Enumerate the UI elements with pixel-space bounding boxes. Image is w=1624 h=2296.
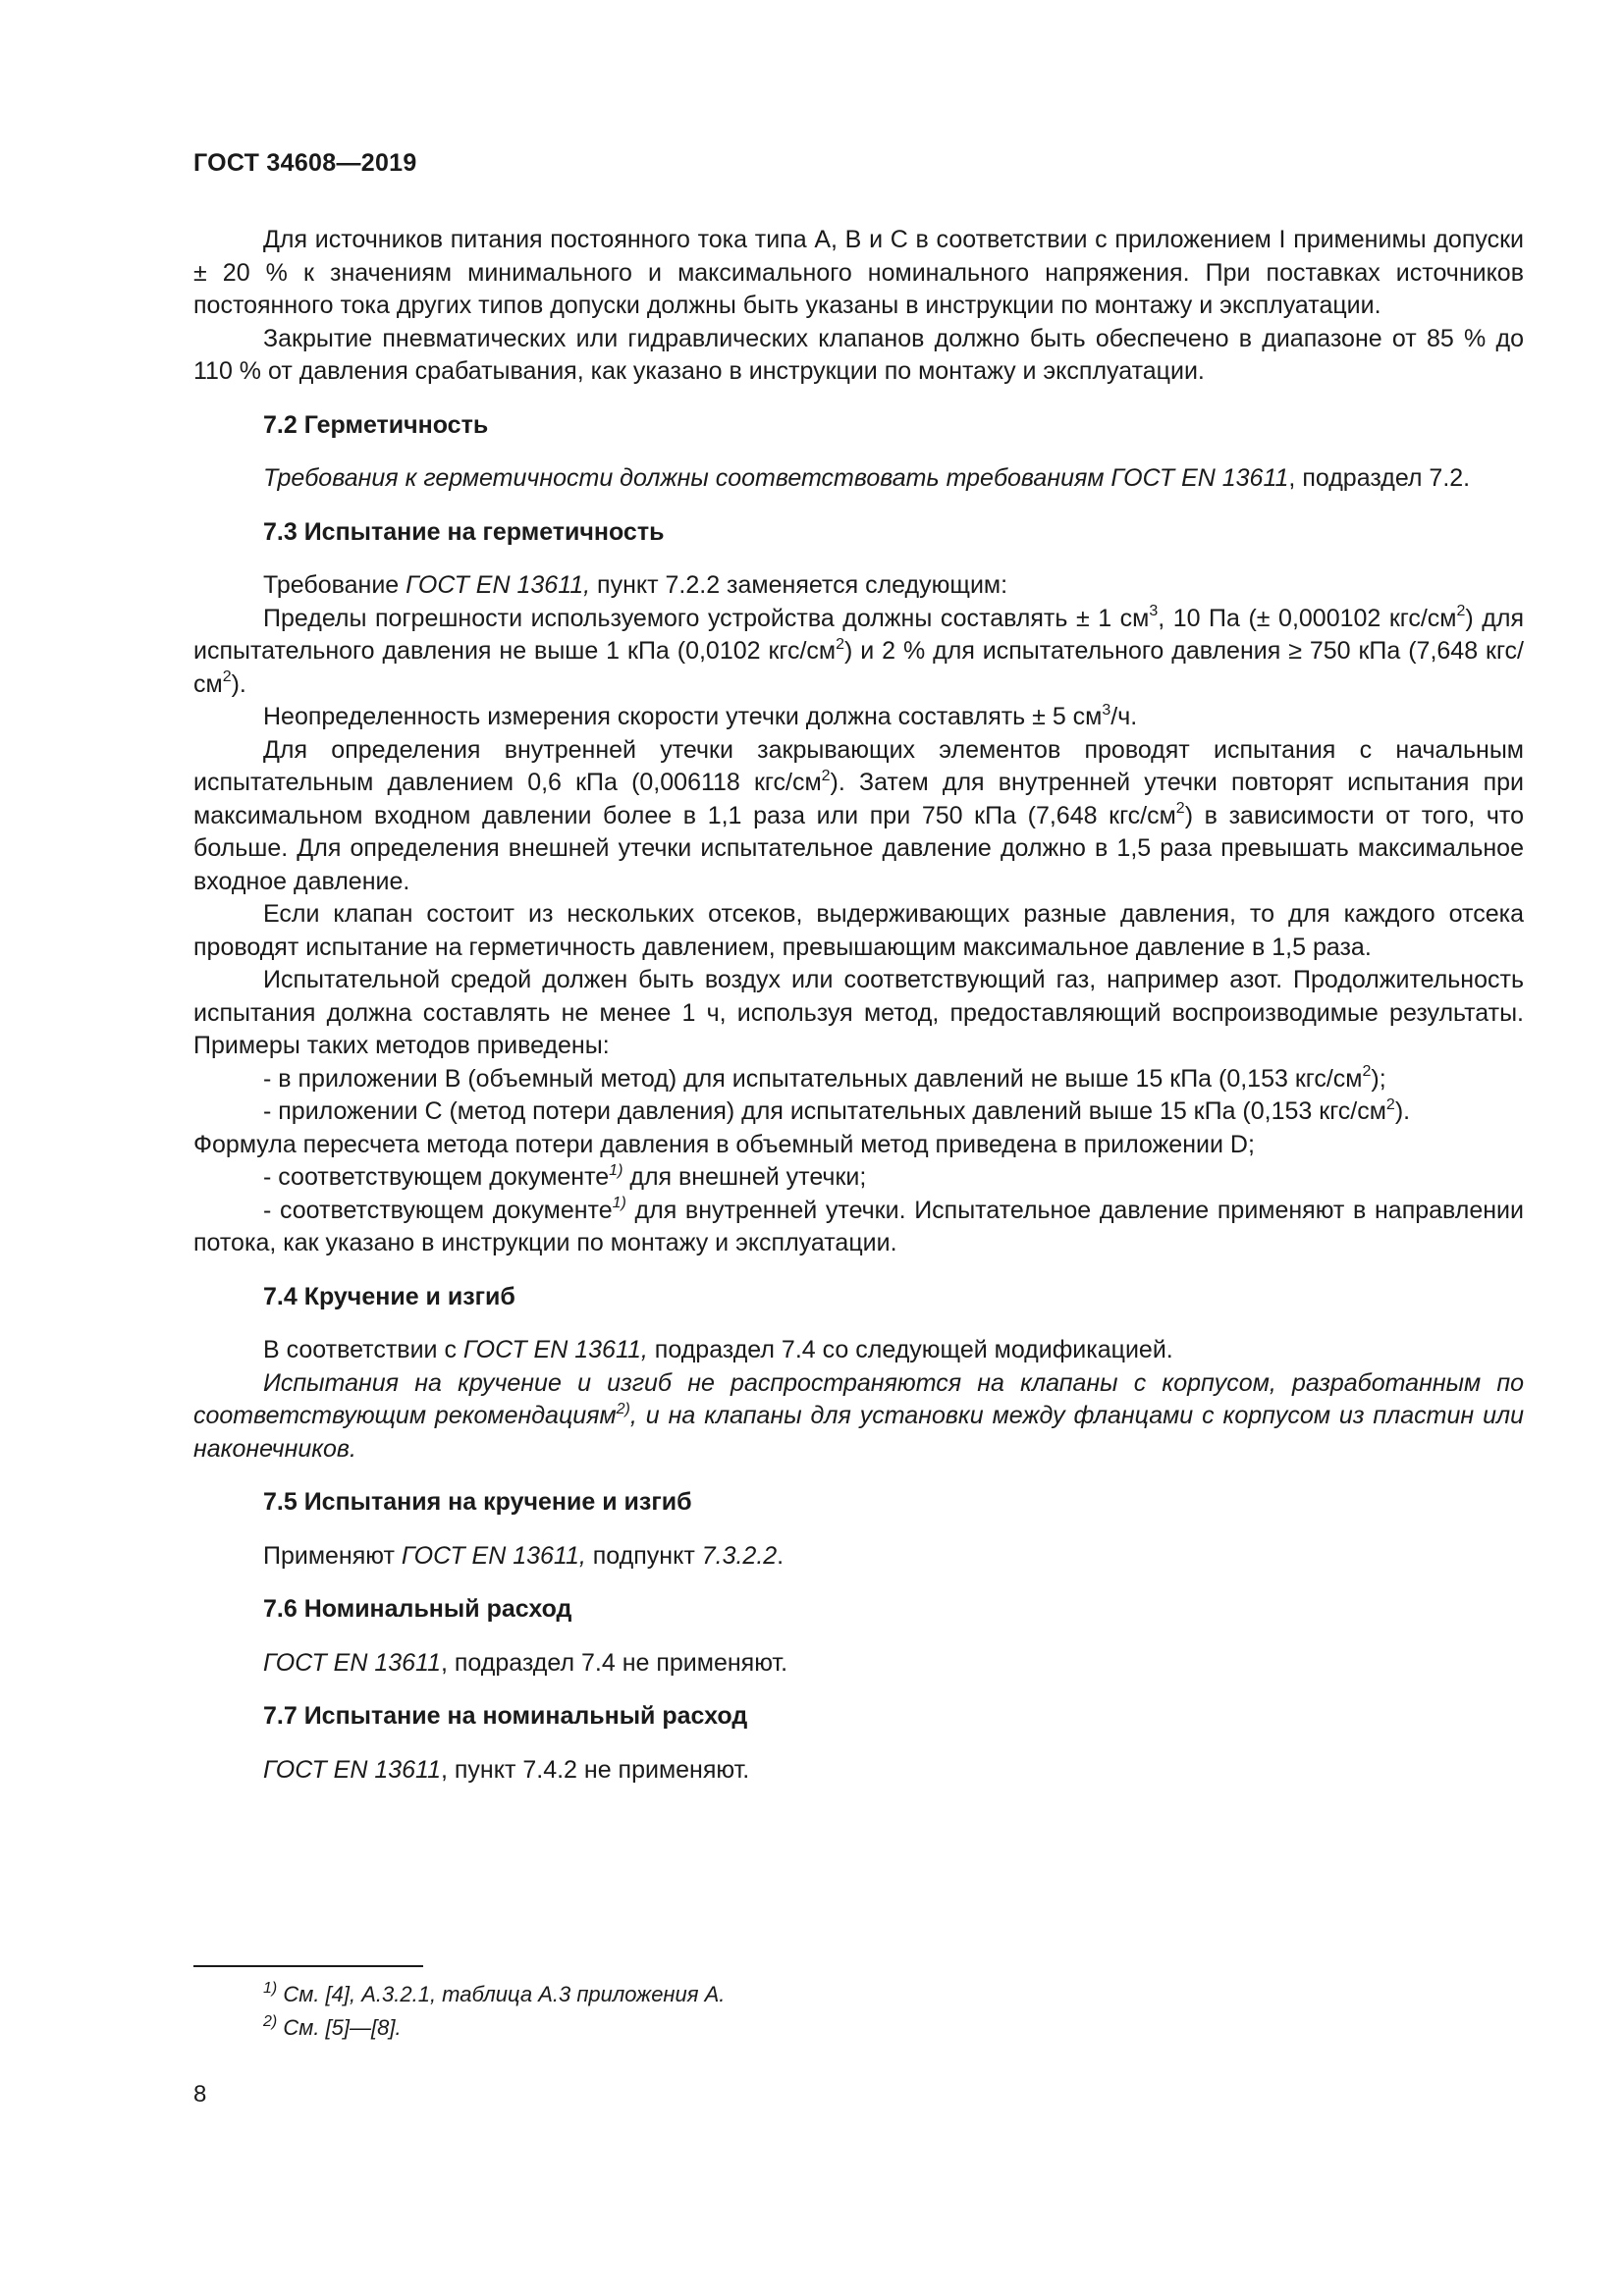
- section-7-6-paragraph: ГОСТ EN 13611, подраздел 7.4 не применяют.: [263, 1648, 788, 1677]
- section-7-6-title: 7.6 Номинальный расход: [263, 1595, 572, 1623]
- document-body: [193, 224, 1524, 1787]
- section-7-2-italic-text: Требования к герметичности должны соответствовать требованиям ГОСТ EN 13611: [263, 464, 1289, 492]
- document-id-header: ГОСТ 34608—2019: [193, 149, 417, 177]
- section-7-2-paragraph: Требования к герметичности должны соответствовать требованиям ГОСТ EN 13611, подраздел 7.2.: [263, 464, 1471, 492]
- standard-reference: ГОСТ EN 13611,: [462, 1336, 648, 1363]
- standard-reference: ГОСТ EN 13611,: [401, 1541, 586, 1570]
- standard-reference: ГОСТ EN 13611: [263, 1648, 441, 1677]
- section-7-3-paragraph-6: Испытательной средой должен быть воздух или соответствующий газ, например азот. Продолжительность испытания должна составлять не менее 1 ч, используя метод, предоставляющий воспроизводимые результаты. Примеры таких методов приведены:: [193, 966, 1524, 1059]
- footnote-1: $^{1)}$ См. [4], А.3.2.1, таблица А.3 приложения А.: [263, 1979, 726, 2006]
- page-number: 8: [193, 2081, 207, 2108]
- section-7-5-title: 7.5 Испытания на кручение и изгиб: [263, 1488, 692, 1516]
- list-item: - соответствующем документе$^{1)}$ для внешней утечки;: [263, 1161, 867, 1191]
- section-7-3-paragraph-2: Пределы погрешности используемого устройства должны составлять ± 1 $см^3$, 10 Па (± 0,000102 кгс/$см^2$) для испытательного давления не выше 1 кПа (0,0102 кгс/$см^2$) и 2 % для испытательного давления ≥ 750 кПа (7,648 кгс/$см^2$).: [193, 603, 1524, 698]
- footnotes: [263, 1978, 725, 2045]
- section-7-4-paragraph-2: Испытания на кручение и изгиб не распространяются на клапаны с корпусом, разработанным по соответствующим рекомендациям$^{2)}$, и на клапаны для установки между фланцами с корпусом из пластин или наконечников.: [193, 1368, 1524, 1463]
- footnote-divider: [193, 1965, 423, 1967]
- section-7-7-title: 7.7 Испытание на номинальный расход: [263, 1702, 748, 1730]
- list-item: - приложении С (метод потери давления) для испытательных давлений выше 15 кПа (0,153 кгс/$см^2$).: [263, 1095, 1411, 1125]
- intro-paragraph-2: Закрытие пневматических или гидравлических клапанов должно быть обеспечено в диапазоне от 85 % до 110 % от давления срабатывания, как указано в инструкции по монтажу и эксплуатации.: [193, 324, 1524, 385]
- section-7-4-title: 7.4 Кручение и изгиб: [263, 1282, 515, 1310]
- section-7-3-paragraph-3: Неопределенность измерения скорости утечки должна составлять ± 5 $см^3/ч$.: [263, 701, 1138, 730]
- standard-reference: ГОСТ EN 13611,: [406, 571, 591, 599]
- section-7-7-paragraph: ГОСТ EN 13611, пункт 7.4.2 не применяют.: [263, 1755, 750, 1784]
- section-7-4-paragraph-1: В соответствии с ГОСТ EN 13611, подраздел 7.4 со следующей модификацией.: [263, 1336, 1173, 1363]
- footnote-2: $^{2)}$ См. [5]—[8].: [263, 2012, 402, 2040]
- section-7-5-paragraph: Применяют ГОСТ EN 13611, подпункт 7.3.2.2.: [263, 1541, 785, 1570]
- section-7-2-title: 7.2 Герметичность: [263, 410, 489, 439]
- section-7-3-paragraph-1: Требование ГОСТ EN 13611, пункт 7.2.2 заменяется следующим:: [263, 571, 1008, 599]
- section-7-3-paragraph-4: Для определения внутренней утечки закрывающих элементов проводят испытания с начальным испытательным давлением 0,6 кПа (0,006118 кгс/$см^2$). Затем для внутренней утечки повторят испытания при максимальном входном давлении более в 1,1 раза или при 750 кПа (7,648 кгс/$см^2$) в зависимости от того, что больше. Для определения внешней утечки испытательное давление должно в 1,5 раза превышать максимальное входное давление.: [193, 735, 1525, 895]
- section-7-3-title: 7.3 Испытание на герметичность: [263, 517, 665, 546]
- list-item-last: - соответствующем документе$^{1)}$ для внутренней утечки. Испытательное давление применяют в направлении потока, как указано в инструкции по монтажу и эксплуатации.: [193, 1195, 1524, 1256]
- list-item: - в приложении В (объемный метод) для испытательных давлений не выше 15 кПа (0,153 кгс/$см^2$);: [263, 1063, 1386, 1093]
- standard-reference: ГОСТ EN 13611: [263, 1755, 441, 1784]
- formula-note: Формула пересчета метода потери давления в объемный метод приведена в приложении D;: [193, 1130, 1255, 1158]
- section-7-3-paragraph-5: Если клапан состоит из нескольких отсеков, выдерживающих разные давления, то для каждого отсека проводят испытание на герметичность давлением, превышающим максимальное давление в 1,5 раза.: [193, 900, 1524, 961]
- intro-paragraph-1: Для источников питания постоянного тока типа А, В и С в соответствии с приложением I применимы допуски ± 20 % к значениям минимального и максимального номинального напряжения. При поставках источников постоянного тока других типов допуски должны быть указаны в инструкции по монтажу и эксплуатации.: [193, 226, 1524, 319]
